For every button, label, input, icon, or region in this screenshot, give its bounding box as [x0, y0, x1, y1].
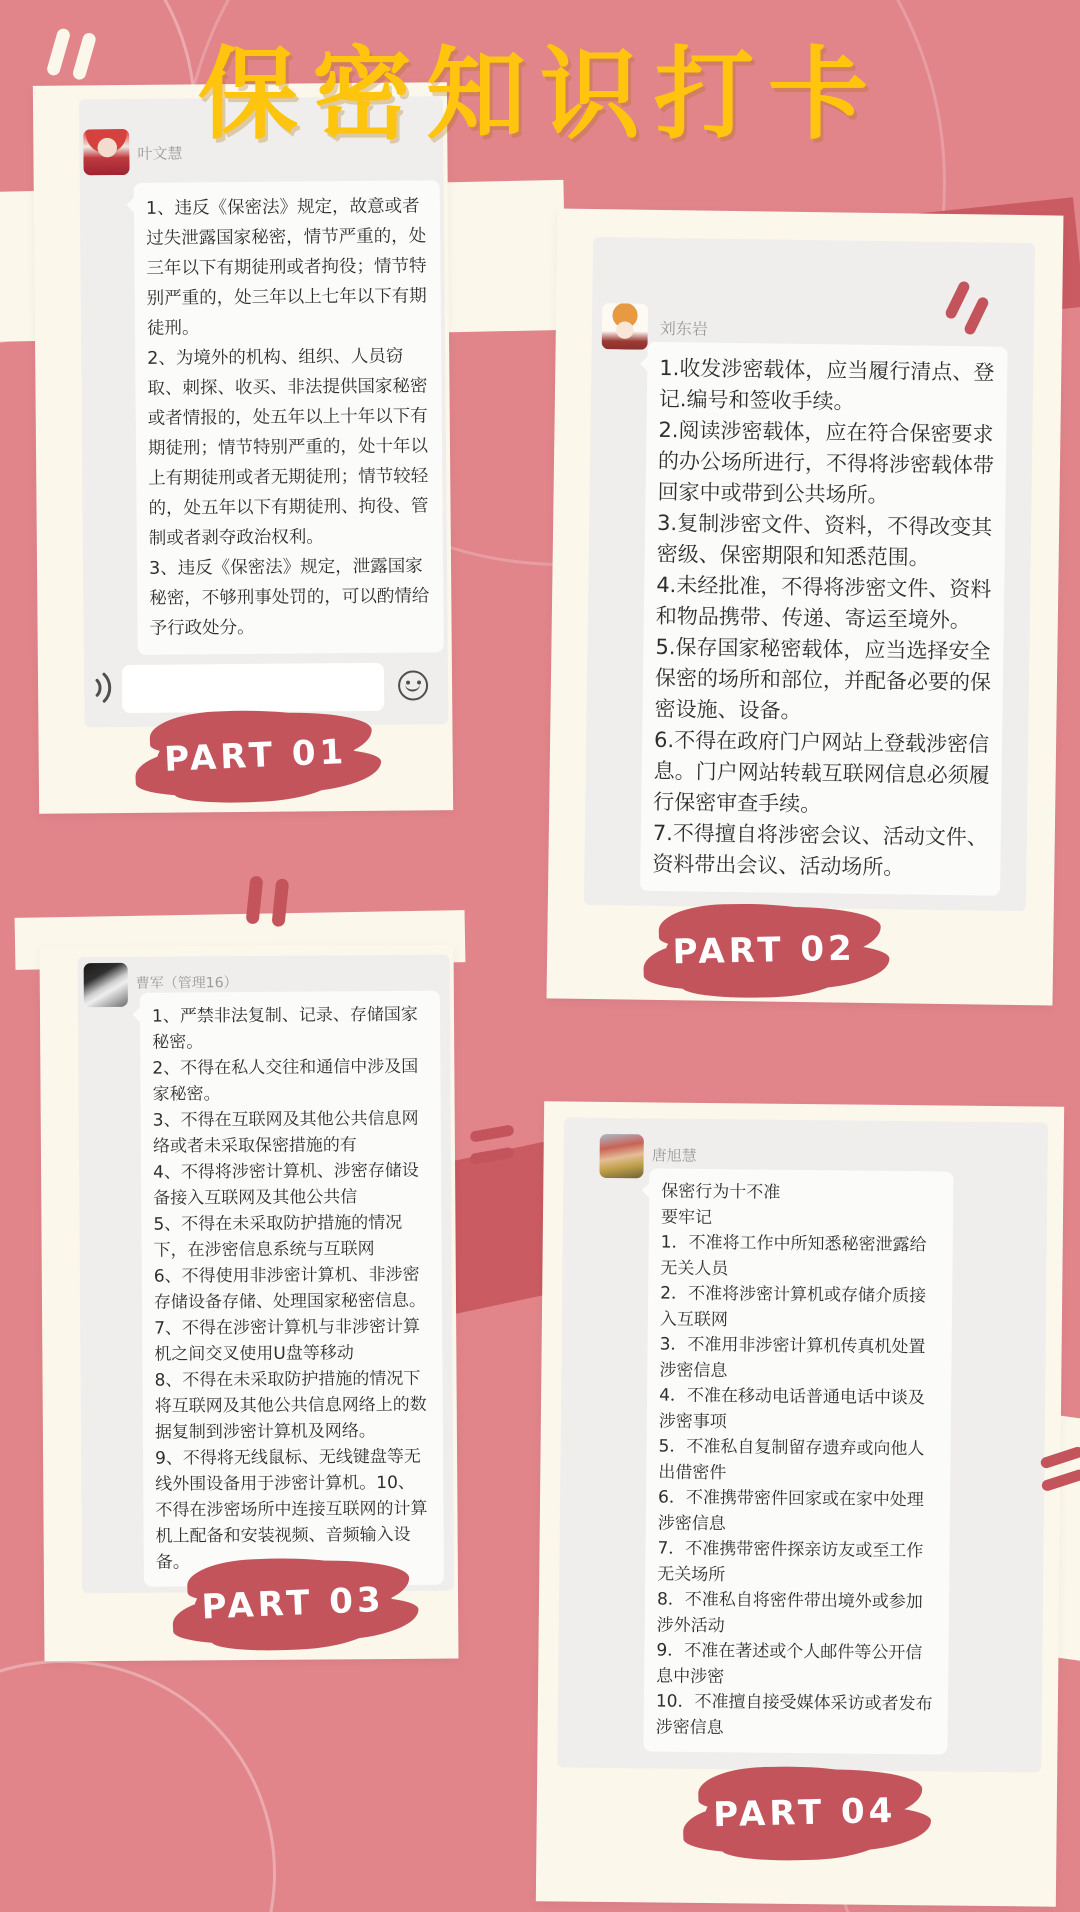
voice-icon[interactable] [88, 669, 118, 709]
message-line: 3．不准用非涉密计算机传真机处置涉密信息 [659, 1334, 926, 1381]
message-line: 5.保存国家秘密载体，应当选择安全保密的场所和部位，并配备必要的保密设施、设备。 [654, 634, 992, 723]
message-bubble [640, 342, 1008, 896]
message-line: 6、不得使用非涉密计算机、非涉密存储设备存储、处理国家秘密信息。 [153, 1264, 427, 1313]
message-line: 2、不得在私人交往和通信中涉及国家秘密。 [152, 1056, 419, 1105]
message-line: 2、为境外的机构、组织、人员窃取、刺探、收买、非法提供国家秘密或者情报的，处五年以上十年以下有期徒刑；情节特别严重的，处十年以上有期徒刑或者无期徒刑；情节较轻的，处五年以下有期徒刑、拘役、管制或者剥夺政治权利。 [147, 346, 429, 549]
message-line: 6．不准携带密件回家或在家中处理涉密信息 [657, 1487, 924, 1534]
card-part-03 [40, 945, 459, 1662]
card-part-04 [536, 1101, 1064, 1906]
message-line: 7、不得在涉密计算机与非涉密计算机之间交叉使用U盘等移动 [154, 1316, 421, 1365]
sender-name: 曹军（管理16） [135, 975, 238, 992]
message-line: 9．不准在著述或个人邮件等公开信息中涉密 [656, 1640, 923, 1687]
chat-input-bar [84, 656, 449, 719]
message-line: 1.收发涉密载体，应当履行清点、登记.编号和签收手续。 [658, 355, 995, 414]
message-bubble [140, 991, 444, 1587]
message-line: 2.阅读涉密载体，应在符合保密要求的办公场所进行，不得将涉密载体带回家中或带到公共场所。 [657, 417, 995, 508]
sender-name: 刘东岩 [659, 318, 709, 339]
message-line: 4、不得将涉密计算机、涉密存储设备接入互联网及其他公共信 [153, 1160, 419, 1209]
message-input[interactable] [122, 663, 384, 713]
message-line: 7．不准携带密件探亲访友或至工作无关场所 [657, 1538, 924, 1585]
message-line: 1、违反《保密法》规定，故意或者过失泄露国家秘密，情节严重的，处三年以下有期徒刑或者拘役；情节特别严重的，处三年以上七年以下有期徒刑。 [145, 196, 427, 339]
message-line: 9、不得将无线鼠标、无线键盘等无线外围设备用于涉密计算机。10、不得在涉密场所中连接互联网的计算机上配备和安装视频、音频输入设备。 [155, 1446, 428, 1573]
message-line: 8．不准私自将密件带出境外或参加涉外活动 [656, 1589, 923, 1636]
avatar [602, 303, 649, 350]
message-line: 5．不准私自复制留存遗弃或向他人出借密件 [658, 1436, 925, 1483]
sender-name: 唐旭慧 [651, 1146, 697, 1165]
page-title: 保密知识打卡 [198, 36, 882, 153]
emoji-icon[interactable] [398, 670, 428, 700]
message-line: 3、不得在互联网及其他公共信息网络或者未采取保密措施的有 [152, 1108, 419, 1157]
message-line: 2．不准将涉密计算机或存储介质接入互联网 [659, 1283, 927, 1330]
chat-screenshot [557, 1118, 1048, 1773]
part-badge: PART 03 [193, 1564, 394, 1644]
message-line: 6.不得在政府门户网站上登载涉密信息。门户网站转载互联网信息必须履行保密审查手续。 [653, 727, 990, 817]
part-badge: PART 02 [664, 911, 864, 989]
avatar [84, 963, 128, 1007]
chat-screenshot [584, 237, 1035, 911]
card-part-01 [33, 82, 453, 814]
sender-name: 叶文慧 [137, 144, 183, 163]
part-badge: PART 04 [704, 1774, 906, 1853]
message-line: 10．不准擅自接受媒体采访或者发布涉密信息 [655, 1691, 933, 1738]
message-line: 8、不得在未采取防护措施的情况下将互联网及其他公共信息网络上的数据复制到涉密计算机及网络。 [154, 1368, 427, 1443]
message-bubble [643, 1168, 953, 1754]
equals-mark-icon [469, 1124, 514, 1142]
card-part-02 [547, 209, 1064, 1006]
part-badge: PART 01 [155, 716, 356, 797]
message-line: 保密行为十不准 [661, 1181, 781, 1203]
message-line: 要牢记 [660, 1207, 713, 1228]
message-line: 3.复制涉密文件、资料，不得改变其密级、保密期限和知悉范围。 [656, 510, 993, 570]
message-line: 1、严禁非法复制、记录、存储国家秘密。 [151, 1004, 418, 1053]
message-line: 7.不得擅自将涉密会议、活动文件、资料带出会议、活动场所。 [652, 820, 989, 880]
circle-decoration [0, 1660, 276, 1912]
chat-screenshot [79, 96, 448, 727]
message-line: 1．不准将工作中所知悉秘密泄露给无关人员 [660, 1232, 927, 1279]
message-bubble [134, 180, 444, 655]
message-line: 4．不准在移动电话普通电话中谈及涉密事项 [658, 1385, 926, 1432]
avatar [599, 1134, 643, 1178]
message-line: 4.未经批准，不得将涉密文件、资料和物品携带、传递、寄运至境外。 [655, 572, 992, 633]
message-line: 3、违反《保密法》规定，泄露国家秘密，不够刑事处罚的，可以酌情给予行政处分。 [148, 556, 430, 639]
chat-screenshot [78, 955, 454, 1594]
message-line: 5、不得在未采取防护措施的情况下，在涉密信息系统与互联网 [153, 1212, 403, 1261]
